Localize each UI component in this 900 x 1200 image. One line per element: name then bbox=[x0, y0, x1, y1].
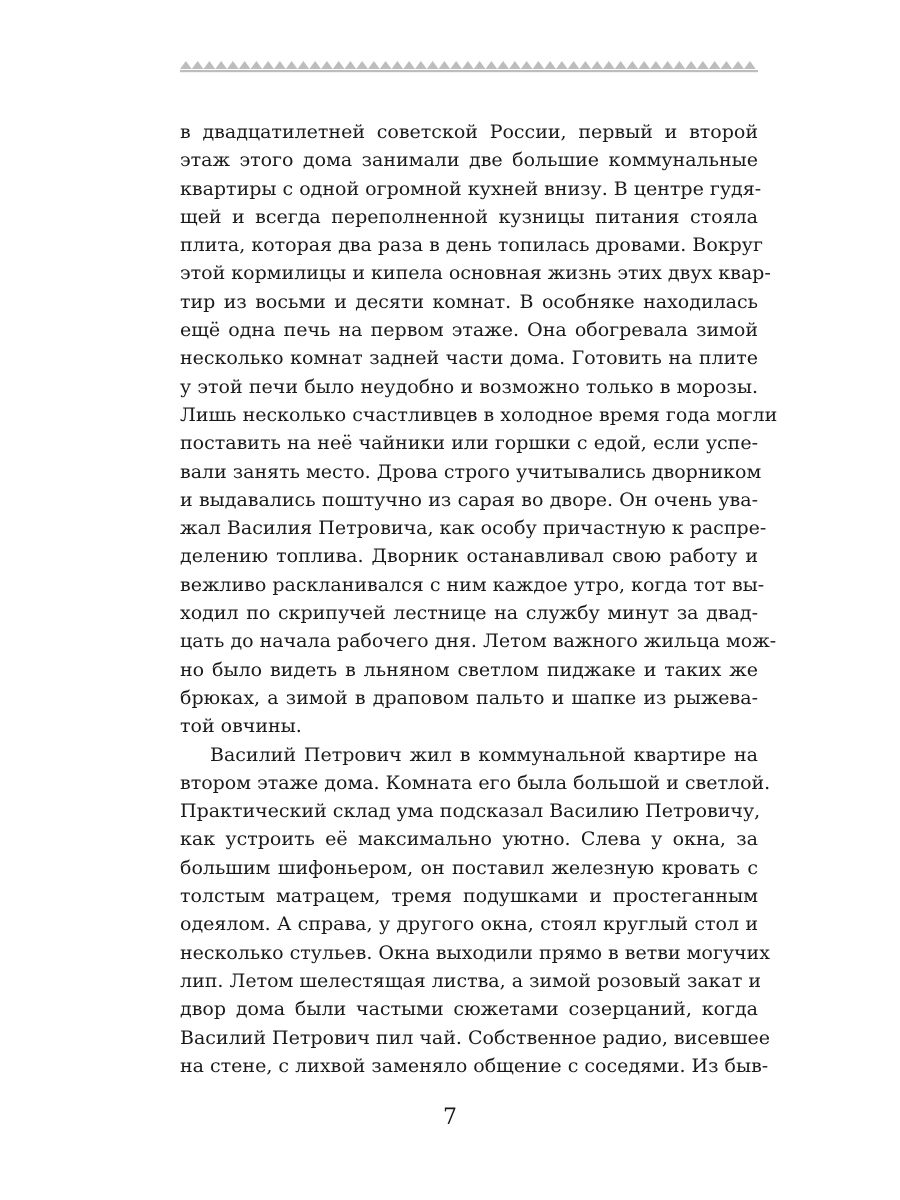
zigzag-triangle bbox=[474, 61, 486, 69]
zigzag-triangle bbox=[321, 61, 333, 69]
text-line: поставить на неё чайники или горшки с едой, если успе- bbox=[180, 432, 758, 455]
text-line: брюках, а зимой в драповом пальто и шапке из рыжева- bbox=[180, 686, 758, 709]
zigzag-triangle bbox=[721, 61, 733, 69]
zigzag-triangle bbox=[744, 61, 756, 69]
zigzag-triangle bbox=[697, 61, 709, 69]
text-line: тир из восьми и десяти комнат. В особняке находилась bbox=[180, 290, 758, 313]
text-line: этой кормилицы и кипела основная жизнь этих двух квар- bbox=[180, 262, 771, 285]
text-line: квартиры с одной огромной кухней внизу. В центре гудя- bbox=[180, 177, 762, 200]
text-line: этаж этого дома занимали две большие коммунальные bbox=[180, 149, 758, 172]
text-line: одеялом. А справа, у другого окна, стоял круглый стол и bbox=[180, 913, 758, 936]
zigzag-triangle bbox=[732, 61, 744, 69]
zigzag-triangle bbox=[591, 61, 603, 69]
text-line: на стене, с лихвой заменяло общение с соседями. Из быв- bbox=[180, 1054, 769, 1077]
zigzag-triangle bbox=[497, 61, 509, 69]
text-line: в двадцатилетней советской России, первый и второй bbox=[180, 121, 758, 143]
text-line: делению топлива. Дворник останавливал свою работу и bbox=[180, 545, 758, 568]
zigzag-triangle bbox=[298, 61, 310, 69]
text-line: как устроить её максимально уютно. Слева у окна, за bbox=[180, 828, 758, 851]
zigzag-triangle bbox=[580, 61, 592, 69]
zigzag-triangle bbox=[533, 61, 545, 69]
text-line: несколько стульев. Окна выходили прямо в ветви могучих bbox=[180, 941, 770, 964]
zigzag-triangle bbox=[450, 61, 462, 69]
zigzag-triangle bbox=[262, 61, 274, 69]
text-line: плита, которая два раза в день топилась дровами. Вокруг bbox=[180, 234, 763, 257]
zigzag-triangle bbox=[556, 61, 568, 69]
page-number: 7 bbox=[443, 1105, 457, 1130]
text-line: втором этаже дома. Комната его была большой и светлой. bbox=[180, 771, 771, 794]
zigzag-triangle bbox=[333, 61, 345, 69]
zigzag-triangle bbox=[356, 61, 368, 69]
zigzag-triangle bbox=[204, 61, 216, 69]
text-line: Практический склад ума подсказал Василию Петровичу, bbox=[180, 800, 761, 823]
text-line: но было видеть в льняном светлом пиджаке и таких же bbox=[180, 658, 758, 681]
text-line: Василий Петрович пил чай. Собственное радио, висевшее bbox=[180, 1026, 771, 1049]
zigzag-triangle bbox=[380, 61, 392, 69]
zigzag-triangle bbox=[215, 61, 227, 69]
text-line: у этой печи было неудобно и возможно только в морозы. bbox=[180, 375, 758, 398]
zigzag-triangle bbox=[286, 61, 298, 69]
zigzag-triangle bbox=[486, 61, 498, 69]
text-line: щей и всегда переполненной кузницы питания стояла bbox=[180, 205, 758, 228]
text-line: цать до начала рабочего дня. Летом важного жильца мож- bbox=[180, 630, 777, 653]
text-line: вали занять место. Дрова строго учитывались дворником bbox=[180, 460, 762, 483]
zigzag-triangle bbox=[603, 61, 615, 69]
text-line: ходил по скрипучей лестнице на службу минут за двад- bbox=[180, 602, 758, 625]
zigzag-triangle bbox=[627, 61, 639, 69]
text-line: Василий Петрович жил в коммунальной квартире на bbox=[210, 743, 758, 766]
zigzag-triangle bbox=[685, 61, 697, 69]
text-line: лип. Летом шелестящая листва, а зимой розовый закат и bbox=[180, 969, 762, 992]
zigzag-triangle bbox=[274, 61, 286, 69]
zigzag-triangle bbox=[180, 61, 192, 69]
zigzag-triangle bbox=[544, 61, 556, 69]
zigzag-triangle bbox=[662, 61, 674, 69]
zigzag-triangle bbox=[403, 61, 415, 69]
zigzag-triangle bbox=[368, 61, 380, 69]
zigzag-triangle bbox=[568, 61, 580, 69]
zigzag-triangle bbox=[309, 61, 321, 69]
text-line: той овчины. bbox=[180, 715, 302, 738]
zigzag-triangle bbox=[638, 61, 650, 69]
zigzag-triangle bbox=[192, 61, 204, 69]
zigzag-triangle bbox=[462, 61, 474, 69]
zigzag-triangle bbox=[392, 61, 404, 69]
text-line: Лишь несколько счастливцев в холодное время года могли bbox=[180, 403, 778, 426]
zigzag-triangle bbox=[239, 61, 251, 69]
text-line: ещё одна печь на первом этаже. Она обогревала зимой bbox=[180, 319, 758, 342]
zigzag-triangle bbox=[345, 61, 357, 69]
zigzag-triangle bbox=[415, 61, 427, 69]
text-line: и выдавались поштучно из сарая во дворе. Он очень ува- bbox=[180, 488, 758, 511]
decorative-zigzag-border bbox=[180, 56, 758, 76]
body-text bbox=[180, 118, 778, 1080]
text-line: вежливо раскланивался с ним каждое утро, когда тот вы- bbox=[180, 573, 765, 596]
text-line: двор дома были частыми сюжетами созерцаний, когда bbox=[180, 998, 758, 1021]
zigzag-triangle bbox=[709, 61, 721, 69]
text-line: несколько комнат задней части дома. Готовить на плите bbox=[180, 347, 758, 370]
zigzag-triangle bbox=[521, 61, 533, 69]
zigzag-triangle bbox=[227, 61, 239, 69]
zigzag-triangle bbox=[615, 61, 627, 69]
text-line: жал Василия Петровича, как особу причастную к распре- bbox=[180, 517, 767, 540]
zigzag-triangle bbox=[427, 61, 439, 69]
text-line: толстым матрацем, тремя подушками и простеганным bbox=[180, 885, 758, 908]
zigzag-triangle bbox=[650, 61, 662, 69]
text-line: большим шифоньером, он поставил железную кровать с bbox=[180, 856, 758, 879]
zigzag-triangle bbox=[439, 61, 451, 69]
zigzag-triangle bbox=[509, 61, 521, 69]
zigzag-triangle bbox=[251, 61, 263, 69]
zigzag-triangle bbox=[674, 61, 686, 69]
